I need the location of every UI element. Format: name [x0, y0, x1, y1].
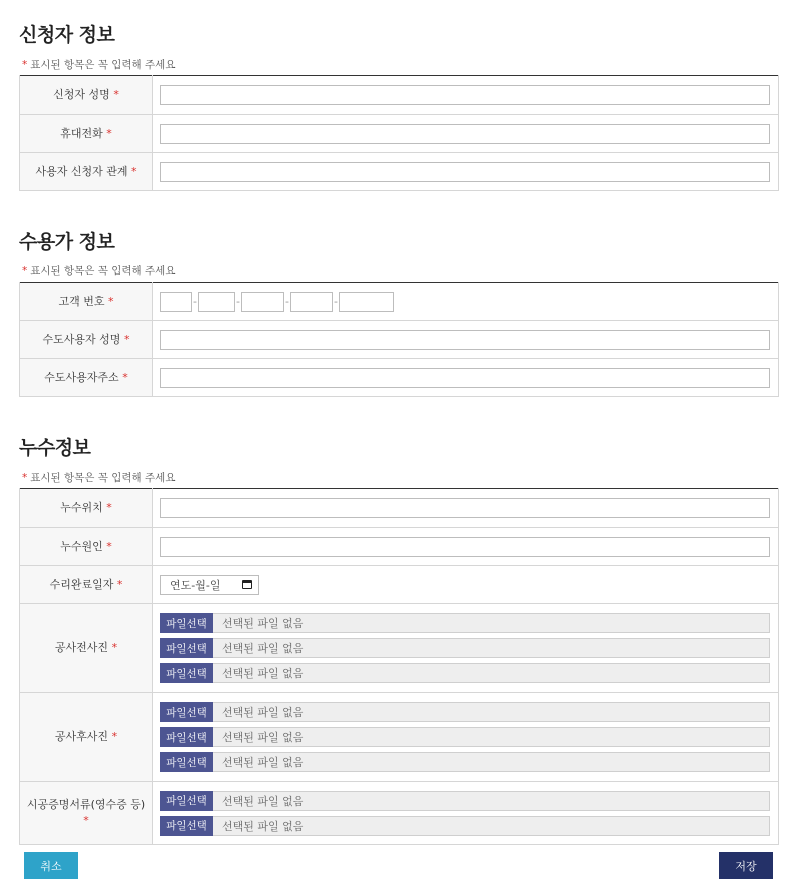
file-input[interactable] [160, 816, 770, 836]
water-user-name-label: 수도사용자 성명 * [20, 321, 153, 359]
after-photo-label: 공사후사진 * [20, 693, 153, 782]
repair-date-label: 수리완료일자 * [20, 566, 153, 604]
file-input[interactable] [160, 791, 770, 811]
file-status: 선택된 파일 없음 [222, 819, 304, 833]
before-photo-label: 공사전사진 * [20, 604, 153, 693]
section-title-leak: 누수정보 [19, 437, 91, 459]
file-status: 선택된 파일 없음 [222, 667, 304, 680]
file-select-button[interactable]: 파일선택 [160, 752, 213, 772]
file-status: 선택된 파일 없음 [222, 642, 304, 655]
customer-number-group: - - - - [160, 292, 770, 312]
applicant-phone-input[interactable] [160, 124, 770, 144]
water-user-address-input[interactable] [160, 368, 770, 388]
water-user-address-label: 수도사용자주소 * [20, 359, 153, 397]
receipt-label: 시공증명서류(영수증 등) * [20, 782, 153, 845]
applicant-phone-label: 휴대전화 * [20, 115, 153, 153]
required-note-text: 표시된 항목은 꼭 입력해 주세요 [30, 472, 176, 484]
leak-cause-label: 누수원인 * [20, 528, 153, 566]
file-select-button[interactable]: 파일선택 [160, 702, 213, 722]
customer-number-part-3[interactable] [241, 292, 284, 312]
customer-number-part-2[interactable] [198, 292, 235, 312]
repair-date-input[interactable] [160, 575, 259, 595]
customer-number-part-1[interactable] [160, 292, 192, 312]
file-input[interactable] [160, 613, 770, 633]
file-select-button[interactable]: 파일선택 [160, 638, 213, 658]
customer-number-part-4[interactable] [290, 292, 333, 312]
cancel-button[interactable]: 취소 [24, 852, 78, 879]
customer-number-label: 고객 번호 * [20, 283, 153, 321]
file-select-button[interactable]: 파일선택 [160, 727, 213, 747]
customer-number-part-5[interactable] [339, 292, 394, 312]
file-status: 선택된 파일 없음 [222, 731, 304, 744]
required-note-text: 표시된 항목은 꼭 입력해 주세요 [30, 265, 176, 277]
date-placeholder: 연도-월-일 [170, 578, 221, 592]
file-input[interactable] [160, 752, 770, 772]
file-select-button[interactable]: 파일선택 [160, 613, 213, 633]
file-status: 선택된 파일 없음 [222, 794, 304, 808]
required-note: * 표시된 항목은 꼭 입력해 주세요 [22, 472, 176, 484]
required-mark: * [22, 59, 28, 71]
file-status: 선택된 파일 없음 [222, 617, 304, 630]
required-note [22, 57, 175, 72]
file-input[interactable] [160, 638, 770, 658]
file-status: 선택된 파일 없음 [222, 756, 304, 769]
applicant-relation-label: 사용자 신청자 관계 * [20, 153, 153, 191]
section-title-consumer: 수용가 정보 [19, 231, 115, 253]
file-input[interactable] [160, 727, 770, 747]
file-select-button[interactable]: 파일선택 [160, 663, 213, 683]
leak-table [19, 488, 779, 845]
applicant-name-input[interactable] [160, 85, 770, 105]
consumer-table [19, 282, 779, 397]
leak-location-label: 누수위치 * [20, 489, 153, 528]
section-title-applicant: 신청자 정보 [19, 24, 115, 46]
file-status: 선택된 파일 없음 [222, 706, 304, 719]
calendar-icon[interactable] [242, 580, 252, 589]
file-select-button[interactable]: 파일선택 [160, 791, 213, 811]
file-input[interactable] [160, 702, 770, 722]
leak-cause-input[interactable] [160, 537, 770, 557]
save-button[interactable]: 저장 [719, 852, 773, 879]
applicant-table [19, 75, 779, 191]
applicant-name-label: 신청자 성명 * [20, 76, 153, 115]
water-user-name-input[interactable] [160, 330, 770, 350]
file-input[interactable] [160, 663, 770, 683]
required-note-text: 표시된 항목은 꼭 입력해 주세요 [30, 59, 176, 71]
file-select-button[interactable]: 파일선택 [160, 816, 213, 836]
applicant-relation-input[interactable] [160, 162, 770, 182]
required-note: * 표시된 항목은 꼭 입력해 주세요 [22, 265, 176, 277]
leak-location-input[interactable] [160, 498, 770, 518]
